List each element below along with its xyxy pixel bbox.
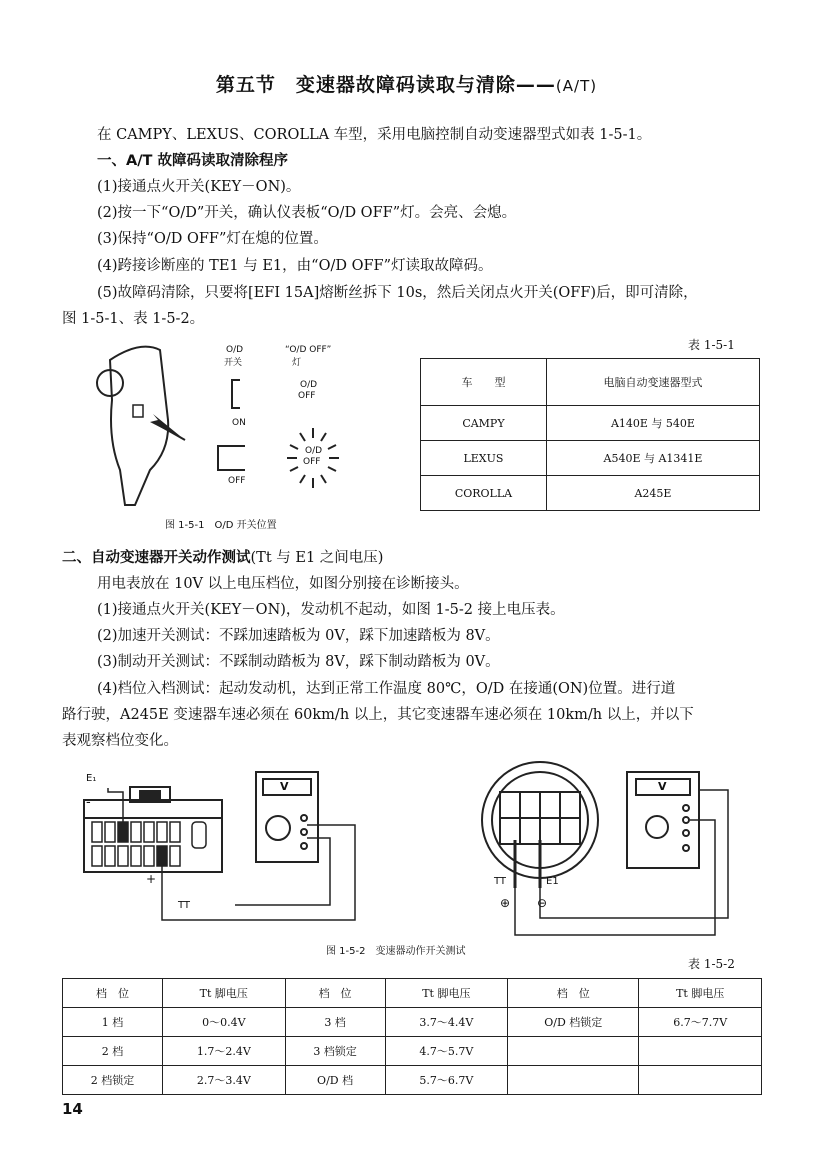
table1-cell: COROLLA bbox=[421, 476, 547, 511]
fig2-right-minus: ⊖ bbox=[537, 896, 548, 910]
table2-cell: 1.7～2.4V bbox=[163, 1037, 286, 1066]
section2-heading-note: (Tt 与 E1 之间电压) bbox=[250, 550, 384, 566]
label-odoff-a: O/D bbox=[300, 380, 318, 390]
table1-cell: CAMPY bbox=[421, 406, 547, 441]
table2-cell: 2.7～3.4V bbox=[163, 1066, 286, 1095]
table2-cell bbox=[508, 1037, 639, 1066]
lamp-label-2: OFF bbox=[303, 457, 321, 467]
table2-header: 档 位 bbox=[508, 979, 639, 1008]
table2-header: 档 位 bbox=[63, 979, 163, 1008]
lamp-label-1: O/D bbox=[305, 446, 323, 456]
table1-cell: LEXUS bbox=[421, 441, 547, 476]
table2-cell: 6.7～7.7V bbox=[639, 1008, 762, 1037]
label-lamp-2: 灯 bbox=[292, 358, 302, 368]
table2-header: Tt 脚电压 bbox=[639, 979, 762, 1008]
step-5: (5)故障码清除，只要将[EFI 15A]熔断丝拆下 10s，然后关闭点火开关(OFF)后，即可清除， bbox=[97, 285, 698, 301]
section2-line: 表观察档位变化。 bbox=[62, 733, 178, 749]
step-3: (3)保持“O/D OFF”灯在熄的位置。 bbox=[97, 231, 328, 247]
table2-cell: 3 档 bbox=[285, 1008, 385, 1037]
fig2-caption: 图 1-5-2 变速器动作开关测试 bbox=[326, 946, 466, 957]
section2-line: (3)制动开关测试：不踩制动踏板为 8V，踩下制动踏板为 0V。 bbox=[97, 654, 500, 670]
section2-line: 用电表放在 10V 以上电压档位，如图分别接在诊断接头。 bbox=[97, 576, 469, 592]
step-1: (1)接通点火开关(KEY－ON)。 bbox=[97, 179, 301, 195]
label-od-switch-1: O/D bbox=[226, 345, 244, 355]
label-off: OFF bbox=[228, 476, 246, 486]
table2-cell bbox=[639, 1066, 762, 1095]
intro-text: 在 CAMPY、LEXUS、COROLLA 车型，采用电脑控制自动变速器型式如表 1-5-1。 bbox=[97, 127, 652, 143]
page-number: 14 bbox=[62, 1100, 83, 1118]
table2-header: Tt 脚电压 bbox=[163, 979, 286, 1008]
table2-cell: O/D 档 bbox=[285, 1066, 385, 1095]
fig2-right-e1: E1 bbox=[546, 876, 559, 887]
table1-label: 表 1-5-1 bbox=[688, 338, 735, 352]
section2-heading: 二、自动变速器开关动作测试 bbox=[62, 550, 251, 566]
fig2-v-right: V bbox=[658, 780, 667, 793]
table2-label: 表 1-5-2 bbox=[688, 957, 735, 971]
fig2-minus: - bbox=[86, 795, 91, 810]
label-on: ON bbox=[232, 418, 246, 428]
section2-line: (4)档位入档测试：起动发动机，达到正常工作温度 80℃，O/D 在接通(ON)位置。进行道 bbox=[97, 681, 676, 697]
table2-cell: 2 档 bbox=[63, 1037, 163, 1066]
table2-cell: 4.7～5.7V bbox=[385, 1037, 508, 1066]
table1-header-1: 车 型 bbox=[421, 359, 547, 406]
section2-line: (1)接通点火开关(KEY－ON)，发动机不起动，如图 1-5-2 接上电压表。 bbox=[97, 602, 565, 618]
table2-cell: 1 档 bbox=[63, 1008, 163, 1037]
table-1-5-2 bbox=[62, 978, 762, 1095]
fig2-v-left: V bbox=[280, 780, 289, 793]
section2-line: 路行驶，A245E 变速器车速必须在 60km/h 以上，其它变速器车速必须在 10km/h 以上，并以下 bbox=[62, 707, 694, 723]
section2-line: (2)加速开关测试：不踩加速踏板为 0V，踩下加速踏板为 8V。 bbox=[97, 628, 500, 644]
table1-header-2: 电脑自动变速器型式 bbox=[546, 359, 759, 406]
label-od-switch-2: 开关 bbox=[224, 358, 243, 368]
table2-cell: 3.7～4.4V bbox=[385, 1008, 508, 1037]
table1-cell: A245E bbox=[546, 476, 759, 511]
table2-cell: 2 档锁定 bbox=[63, 1066, 163, 1095]
table2-cell: 0～0.4V bbox=[163, 1008, 286, 1037]
label-lamp-1: “O/D OFF” bbox=[285, 345, 332, 355]
label-odoff-b: OFF bbox=[298, 391, 316, 401]
title-main: 第五节 变速器故障码读取与清除—— bbox=[215, 74, 556, 96]
fig2-tt-label: TT bbox=[178, 900, 191, 911]
title-sub: (A/T) bbox=[555, 77, 598, 95]
table2-cell bbox=[639, 1037, 762, 1066]
fig1-caption: 图 1-5-1 O/D 开关位置 bbox=[165, 520, 277, 531]
step-4: (4)跨接诊断座的 TE1 与 E1，由“O/D OFF”灯读取故障码。 bbox=[97, 258, 493, 274]
table2-cell: 3 档锁定 bbox=[285, 1037, 385, 1066]
table2-cell: 5.7～6.7V bbox=[385, 1066, 508, 1095]
fig2-right-tt: TT bbox=[494, 876, 507, 887]
wires-right bbox=[515, 790, 728, 935]
table2-header: Tt 脚电压 bbox=[385, 979, 508, 1008]
table2-header: 档 位 bbox=[285, 979, 385, 1008]
table2-cell: O/D 档锁定 bbox=[508, 1008, 639, 1037]
fig2-e1-label: E₁ bbox=[86, 773, 97, 784]
table1-cell: A140E 与 540E bbox=[546, 406, 759, 441]
fig2-plus: + bbox=[146, 872, 157, 886]
fig2-right-plus: ⊕ bbox=[500, 896, 511, 910]
table1-cell: A540E 与 A1341E bbox=[546, 441, 759, 476]
table2-cell bbox=[508, 1066, 639, 1095]
step-5-cont: 图 1-5-1、表 1-5-2。 bbox=[62, 311, 205, 327]
step-2: (2)按一下“O/D”开关，确认仪表板“O/D OFF”灯。会亮、会熄。 bbox=[97, 205, 517, 221]
section1-heading: 一、A/T 故障码读取清除程序 bbox=[97, 153, 288, 169]
